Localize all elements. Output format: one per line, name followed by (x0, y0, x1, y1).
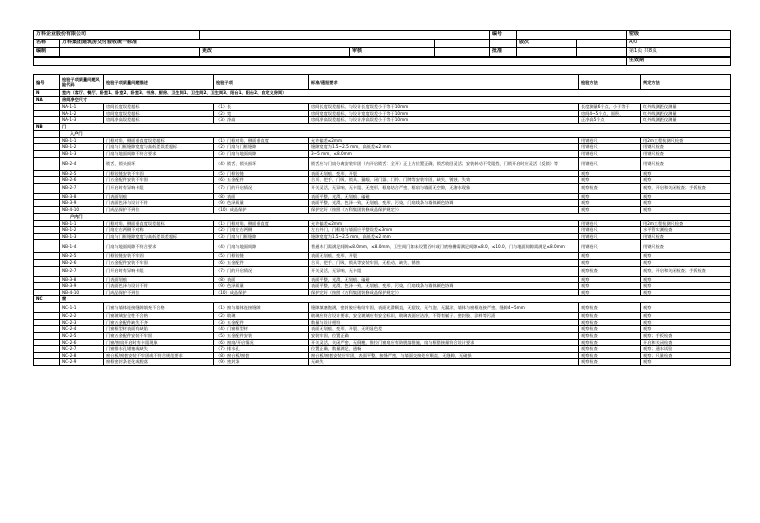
subsection-row (34, 130, 731, 137)
item-name: （1）门框对角、侧面垂直度 (214, 220, 309, 227)
table-row (34, 319, 731, 326)
item-standard: 保护完好（按照《万科集团装修成品保护规定》） (309, 206, 579, 213)
item-method: 观察 (579, 259, 641, 266)
item-code: NB-1-3 (60, 233, 104, 240)
item-standard: 允许偏差≤2mm (309, 137, 579, 144)
table-row (34, 346, 731, 353)
item-standard: 合页、把手、门吸、锁具、猫眼、闭门器、门铃、门牌等安装牢固，缺失、锈蚀、失效 (309, 177, 579, 184)
item-code: NB-2-7 (60, 183, 104, 193)
item-description: 窗台板/窗套安装不牢固或不符合规范要求 (104, 352, 214, 359)
item-description: 门表面色泽与设计不符 (104, 283, 214, 290)
blank-cell (34, 206, 60, 213)
item-judgement: 观察 (641, 326, 731, 333)
blank-cell (34, 326, 60, 333)
section-code: NA (34, 97, 60, 104)
item-name: （2）门扇与门框缝隙 (214, 144, 309, 151)
item-method: 观察 (579, 253, 641, 260)
item-code: NB-4-10 (60, 206, 104, 213)
item-code: NC-2-5 (60, 333, 104, 340)
item-judgement: 用钢尺检查 (641, 157, 731, 170)
blank-cell (34, 303, 60, 313)
item-code: NB-2-7 (60, 266, 104, 276)
item-code: NB-1-4 (60, 240, 104, 253)
item-judgement: 观察 (641, 170, 731, 177)
item-code: NB-4-10 (60, 289, 104, 296)
item-method: 观察 (579, 177, 641, 184)
item-description: 门窗五金配件缺失不齐 (104, 319, 214, 326)
item-judgement: 用钢尺检查 (641, 240, 731, 253)
item-method: 观察检查 (579, 319, 641, 326)
item-code: NC-2-3 (60, 319, 104, 326)
item-name: （1）窗与墙体连接缝隙 (214, 303, 309, 313)
item-code: NB-3-9 (60, 200, 104, 207)
item-method: 观察检查 (579, 339, 641, 346)
section-code: NB (34, 123, 60, 130)
subsection-row (34, 213, 731, 220)
item-standard: 房间宽度误差超标，与设计宽度误差小于等于10mm (309, 110, 579, 117)
item-standard: 玻璃应符合设计要求，安全玻璃应有安全标识，玻璃表面应洁净，不得有腻子、密封胶、涂料等污渍 (309, 313, 579, 320)
approve-label: 批准 (490, 48, 517, 57)
item-standard: 合页、把手、门吸、锁具等安装牢固，无松动、缺失、锈蚀 (309, 259, 579, 266)
blank-cell (34, 193, 60, 200)
item-description: 门成品保护不到位 (104, 289, 214, 296)
item-name: （3）五金配件 (214, 319, 309, 326)
item-judgement: 观察 (641, 177, 731, 184)
item-standard: 房间净高误差超标，与设计净高误差小于等于10mm (309, 117, 579, 124)
subsection-title: 入户门 (60, 130, 731, 137)
item-standard: 开关灵活，关闭严密，无倒翘，推拉门窗扇应有防脱落措施，扇与框搭接量符合设计要求 (309, 339, 579, 346)
item-method: 观察检查 (579, 333, 641, 340)
blank-cell (34, 352, 60, 359)
inspection-sheet (33, 30, 730, 366)
item-method: 观察 (579, 276, 641, 283)
section-row (34, 296, 731, 303)
item-standard: 表面平整，光滑，色泽一致，无划痕、变形、污染，门扇线条与墙体颜色协调 (309, 283, 579, 290)
item-judgement: 开启和关闭检查 (641, 339, 731, 346)
table-row (34, 193, 731, 200)
item-judgement: 观察 (641, 253, 731, 260)
item-description: 门扇左右两侧不对称 (104, 227, 214, 234)
item-judgement: 用2m工程检测尺检查 (641, 137, 731, 144)
item-method: 正净高5个点 (579, 117, 641, 124)
item-method: 观察检查 (579, 359, 641, 366)
item-judgement: 用钢尺检查 (641, 233, 731, 240)
item-code: NB-3-8 (60, 193, 104, 200)
item-method: 用钢卷尺 (579, 144, 641, 151)
table-row (34, 170, 731, 177)
company-name: 万科企业股份有限公司 (34, 31, 200, 40)
table-row (34, 240, 731, 253)
item-name: （7）门的开启情况 (214, 266, 309, 276)
item-standard: 缝隙宽度为1.5~2.5 mm，高低差≤2 mm (309, 233, 579, 240)
item-standard: 表面平整，光滑，无划痕、磕碰 (309, 193, 579, 200)
col-header: 编号 (34, 75, 60, 90)
item-standard: 无缺失 (309, 359, 579, 366)
table-row (34, 117, 731, 124)
item-code: NC-2-7 (60, 346, 104, 353)
item-description: 门窗排水孔堵塞或缺失 (104, 346, 214, 353)
item-description: 门表面划痕 (104, 193, 214, 200)
item-judgement: 观察 (641, 313, 731, 320)
item-code: NB-2-6 (60, 259, 104, 266)
version-value: A/0 (627, 39, 731, 48)
item-judgement: 观察 (641, 276, 731, 283)
item-code: NB-1-2 (60, 144, 104, 151)
table-row (34, 206, 731, 213)
item-standard: 锁舌应与门扇分离安装牢固（内开启锁舌：全开）正上方位置正确，锁舌收回灵活；安装转动不受阻挡，门锁开启时应灵活（反锁）等 (309, 157, 579, 170)
item-description: 门框铰链安装不牢固 (104, 253, 214, 260)
item-name: （9）色泽质量 (214, 283, 309, 290)
col-header: 检验方法 (579, 75, 641, 90)
item-standard: 表面无划痕、变形、开裂、无明显色差 (309, 326, 579, 333)
item-description: 窗框密封条老化或脱落 (104, 359, 214, 366)
item-standard: 窗台板/窗套安装应牢固，表面平整，接缝严密，与墙面交接处应顺直、无缝隙、无破损 (309, 352, 579, 359)
item-standard: 表面无划痕、变形、开裂 (309, 253, 579, 260)
effective-label: 生效期 (627, 57, 731, 66)
item-method: 观察 (579, 193, 641, 200)
item-judgement: 观察；通水试验 (641, 346, 731, 353)
item-judgement: 观察 (641, 193, 731, 200)
item-code: NB-1-1 (60, 220, 104, 227)
item-description: 门窗/窗扇开启时有卡阻现象 (104, 339, 214, 346)
item-method: 房间4~5个点，面积、 (579, 110, 641, 117)
item-standard: 安装牢固，位置正确 (309, 333, 579, 340)
item-standard: 缝隙填塞饱满，密封胶应粘结牢固，表面光滑顺直，无裂纹、无气泡、无漏涂，墙体与窗框连接严密，缝隙4~5mm (309, 303, 579, 313)
item-judgement: 观察，开启和关闭检查；手扳检查 (641, 183, 731, 193)
no-label: 编号 (490, 31, 517, 40)
item-method: 观察 (579, 170, 641, 177)
table-row (34, 283, 731, 290)
blank-cell (34, 259, 60, 266)
item-code: NA-1-3 (60, 117, 104, 124)
item-standard: 表面无划痕、变形、开裂 (309, 170, 579, 177)
item-judgement: 观察 (641, 319, 731, 326)
blank-cell (34, 266, 60, 276)
item-name: （1）门框对角、侧面垂直度 (214, 137, 309, 144)
item-description: 门五金配件安装不牢固 (104, 259, 214, 266)
item-description: 门扇与地面间隙不符合要求 (104, 240, 214, 253)
item-method: 观察检查 (579, 352, 641, 359)
item-description: 门五金配件安装不牢固 (104, 177, 214, 184)
item-description: 房间长度误差超标 (104, 104, 214, 111)
item-judgement: 用钢尺检查 (641, 144, 731, 151)
item-standard: 表面平整，光滑，色泽一致，无划痕、变形、污染，门扇线条与墙体颜色协调 (309, 200, 579, 207)
item-description: 门成品保护不到位 (104, 206, 214, 213)
item-name: （8）表面 (214, 276, 309, 283)
item-name: （4）门扇与地面间隙 (214, 240, 309, 253)
item-description: 门窗框型材表面有缺陷 (104, 326, 214, 333)
table-row (34, 289, 731, 296)
level-label: 密级 (627, 31, 731, 40)
item-judgement: 观察 (641, 259, 731, 266)
section-row (34, 123, 731, 130)
item-standard: 位置正确，数量满足，通畅 (309, 346, 579, 353)
item-description: 门扇与门框缝隙宽度与高低差误差超标 (104, 233, 214, 240)
item-code: NB-2-6 (60, 177, 104, 184)
item-code: NA-1-1 (60, 104, 104, 111)
item-method: 长度测量6个点，小于等于 (579, 104, 641, 111)
section-title: 室内（客厅、餐厅、卧室1、卧室2、卧室3、书房、厨房、卫生间1、卫生间2、卫生间3、阳台1、阳台2、自定义房间） (60, 90, 731, 97)
item-name: （3）净高 (214, 117, 309, 124)
item-judgement: 红外线测距仪测量 (641, 110, 731, 117)
blank-cell (34, 283, 60, 290)
item-description: 门框铰链安装不牢固 (104, 170, 214, 177)
item-judgement: 用钢尺检查 (641, 150, 731, 157)
item-judgement: 观察 (641, 206, 731, 213)
item-name: （3）门扇与门框缝隙 (214, 233, 309, 240)
blank-cell (34, 104, 60, 111)
table-row (34, 144, 731, 151)
table-row (34, 227, 731, 234)
item-code: NA-1-2 (60, 110, 104, 117)
item-name: （8）表面 (214, 193, 309, 200)
change-label: 更改 (200, 48, 350, 57)
item-code: NB-3-9 (60, 283, 104, 290)
item-judgement: 观察 (641, 200, 731, 207)
item-judgement: 红外线测距仪测量 (641, 117, 731, 124)
blank-cell (34, 313, 60, 320)
item-judgement: 观察 (641, 359, 731, 366)
item-method: 观察检查 (579, 326, 641, 333)
table-row (34, 183, 731, 193)
table-row (34, 177, 731, 184)
table-row (34, 104, 731, 111)
item-description: 房间宽度误差超标 (104, 110, 214, 117)
document-name: 万科集团建筑房交付验收统一标准 (60, 39, 435, 48)
item-description: 门框对角、侧面垂直度误差超标 (104, 220, 214, 227)
table-row (34, 359, 731, 366)
item-name: （3）门扇与地面间隙 (214, 150, 309, 157)
item-name: （5）门框铰链 (214, 170, 309, 177)
subsection-title: 户内门 (60, 213, 731, 220)
item-judgement: 观察 (641, 303, 731, 313)
table-row (34, 137, 731, 144)
item-judgement: 观察 (641, 289, 731, 296)
item-code: NB-1-1 (60, 137, 104, 144)
item-name: （1）长 (214, 104, 309, 111)
item-method: 观察检查 (579, 346, 641, 353)
item-description: 门开启时有异响卡阻 (104, 183, 214, 193)
item-name: （10）成品保护 (214, 206, 309, 213)
table-row (34, 233, 731, 240)
blank-cell (34, 177, 60, 184)
blank-cell (34, 253, 60, 260)
item-judgement: 用2m工程检测尺检查 (641, 220, 731, 227)
item-description: 门窗与墙体连接缝隙填充不合格 (104, 303, 214, 313)
blank-cell (34, 333, 60, 340)
item-description: 门框对角、侧面垂直度误差超标 (104, 137, 214, 144)
blank-cell (34, 137, 60, 144)
item-description: 门窗玻璃安全性不合格 (104, 313, 214, 320)
item-method: 观察 (579, 283, 641, 290)
col-header: 检验子项质量问题描述 (104, 75, 214, 90)
item-standard: 左右外门，门框扇与墙面应平整误差≤3mm (309, 227, 579, 234)
item-code: NC-2-9 (60, 359, 104, 366)
section-row (34, 97, 731, 104)
blank-cell (34, 157, 60, 170)
item-description: 门开启时有异响卡阻 (104, 266, 214, 276)
item-description: 门扇与地面间隙不符合要求 (104, 150, 214, 157)
item-code: NC-2-6 (60, 339, 104, 346)
blank-cell (34, 359, 60, 366)
section-code: N (34, 90, 60, 97)
item-standard: 保护完好（按照《万科集团装修成品保护规定》） (309, 289, 579, 296)
blank-cell (34, 276, 60, 283)
item-method: 观察检查 (579, 303, 641, 313)
item-name: （10）成品保护 (214, 289, 309, 296)
item-name: （2）门扇左右两侧 (214, 227, 309, 234)
item-description: 门扇与门框缝隙宽度与高低差误差超标 (104, 144, 214, 151)
blank-cell (34, 150, 60, 157)
blank-cell (34, 233, 60, 240)
table-row (34, 150, 731, 157)
item-judgement: 观察；尺量检查 (641, 352, 731, 359)
item-method: 观察检查 (579, 183, 641, 193)
blank-cell (34, 240, 60, 253)
item-judgement: 观察 (641, 283, 731, 290)
item-code: NC-1-1 (60, 303, 104, 313)
item-code: NC-2-4 (60, 326, 104, 333)
blank-cell (34, 319, 60, 326)
table-row (34, 253, 731, 260)
item-standard: 表面平整，光滑，无划痕、磕碰 (309, 276, 579, 283)
name-label: 名称 (34, 39, 60, 48)
item-standard: 数量与设计相符 (309, 319, 579, 326)
item-description: 门表面色泽与设计不符 (104, 200, 214, 207)
item-name: （5）五金配件安装 (214, 333, 309, 340)
table-row (34, 333, 731, 340)
blank-cell (34, 144, 60, 151)
item-method: 观察 (579, 206, 641, 213)
section-row (34, 90, 731, 97)
blank-cell (34, 183, 60, 193)
item-name: （6）五金配件 (214, 177, 309, 184)
blank-cell (34, 213, 60, 220)
item-name: （7）排水孔 (214, 346, 309, 353)
item-judgement: 水平管实测检查 (641, 227, 731, 234)
table-row (34, 352, 731, 359)
table-row (34, 259, 731, 266)
title-block (33, 30, 731, 66)
item-code: NB-3-8 (60, 276, 104, 283)
item-method: 观察 (579, 200, 641, 207)
item-name: （7）门的开启情况 (214, 183, 309, 193)
item-method: 观察 (579, 289, 641, 296)
blank-cell (34, 227, 60, 234)
version-label: 版次 (517, 39, 577, 48)
item-method: 观察检查 (579, 266, 641, 276)
table-row (34, 339, 731, 346)
blank-cell (34, 220, 60, 227)
item-method: 用钢卷尺 (579, 240, 641, 253)
item-code: NB-2-4 (60, 157, 104, 170)
table-row (34, 220, 731, 227)
table-row (34, 110, 731, 117)
item-method: 观察检查 (579, 313, 641, 320)
item-description: 锁舌、锁头损坏 (104, 157, 214, 170)
item-name: （2）玻璃 (214, 313, 309, 320)
table-row (34, 303, 731, 313)
table-row (34, 276, 731, 283)
review-label: 审核 (350, 48, 435, 57)
item-name: （9）密封条 (214, 359, 309, 366)
item-name: （2）宽 (214, 110, 309, 117)
item-code: NB-2-5 (60, 253, 104, 260)
item-standard: 允许偏差≤2mm (309, 220, 579, 227)
item-method: 用钢卷尺 (579, 227, 641, 234)
item-name: （8）窗台板/窗套 (214, 352, 309, 359)
col-header: 标准/通报要求 (309, 75, 579, 90)
item-standard: 3~5 mm，≤8.0mm (309, 150, 579, 157)
blank-cell (34, 289, 60, 296)
item-standard: 缝隙宽度为1.5~2.5 mm，高低差≤2 mm (309, 144, 579, 151)
section-title: 窗 (60, 296, 731, 303)
item-description: 门表面划痕 (104, 276, 214, 283)
item-judgement: 观察，开启和关闭检查；手扳检查 (641, 266, 731, 276)
item-description: 门窗五金配件安装不牢固 (104, 333, 214, 340)
item-name: （9）色泽质量 (214, 200, 309, 207)
item-standard: 房间长度误差超标，与设计长度误差小于等于10mm (309, 104, 579, 111)
item-judgement: 观察；手扳检查 (641, 333, 731, 340)
item-name: （6）五金配件 (214, 259, 309, 266)
blank-cell (34, 339, 60, 346)
section-title: 房间净空尺寸 (60, 97, 731, 104)
item-method: 用钢卷尺 (579, 220, 641, 227)
blank-cell (34, 110, 60, 117)
item-method: 用钢卷尺 (579, 157, 641, 170)
col-header: 检验子项质量问题风险代码 (60, 75, 104, 90)
item-code: NB-1-2 (60, 227, 104, 234)
blank-cell (34, 130, 60, 137)
item-standard: 开关灵活，无异响，无卡阻 (309, 266, 579, 276)
item-name: （4）锁舌、锁头损坏 (214, 157, 309, 170)
inspection-table (33, 74, 731, 366)
section-title: 门 (60, 123, 731, 130)
item-name: （4）门窗框型材 (214, 326, 309, 333)
compile-label: 编制 (34, 48, 60, 57)
item-code: NC-2-8 (60, 352, 104, 359)
item-code: NB-2-5 (60, 170, 104, 177)
item-standard: 开关灵活，无异响，无卡阻、无变形，框扇结合严密，框扇与墙面无空隙，无渗水现象 (309, 183, 579, 193)
blank-cell (34, 117, 60, 124)
item-code: NB-1-3 (60, 150, 104, 157)
item-method: 用钢卷尺 (579, 150, 641, 157)
column-header-row (34, 75, 731, 90)
item-judgement: 红外线测距仪测量 (641, 104, 731, 111)
blank-cell (34, 170, 60, 177)
item-name: （6）窗扇/开启情况 (214, 339, 309, 346)
page-value: 第1页 共8页 (627, 48, 731, 57)
blank-cell (34, 346, 60, 353)
col-header: 判定方法 (641, 75, 731, 90)
table-row (34, 326, 731, 333)
table-row (34, 200, 731, 207)
section-code: NC (34, 296, 60, 303)
blank-cell (34, 200, 60, 207)
item-standard: 普通木门需满足间隙≤8.0mm，≤8.0mm，卫生间门如未设置百叶或门底格栅需满足间隙≤8.0，≤10.0，门与地面间隙需满足≤8.0mm (309, 240, 579, 253)
item-method: 用钢卷尺 (579, 137, 641, 144)
item-code: NC-2-2 (60, 313, 104, 320)
item-name: （5）门框铰链 (214, 253, 309, 260)
col-header: 检验子项 (214, 75, 309, 90)
table-row (34, 266, 731, 276)
item-method: 用钢卷尺 (579, 233, 641, 240)
item-description: 房间净高误差超标 (104, 117, 214, 124)
table-row (34, 313, 731, 320)
table-row (34, 157, 731, 170)
